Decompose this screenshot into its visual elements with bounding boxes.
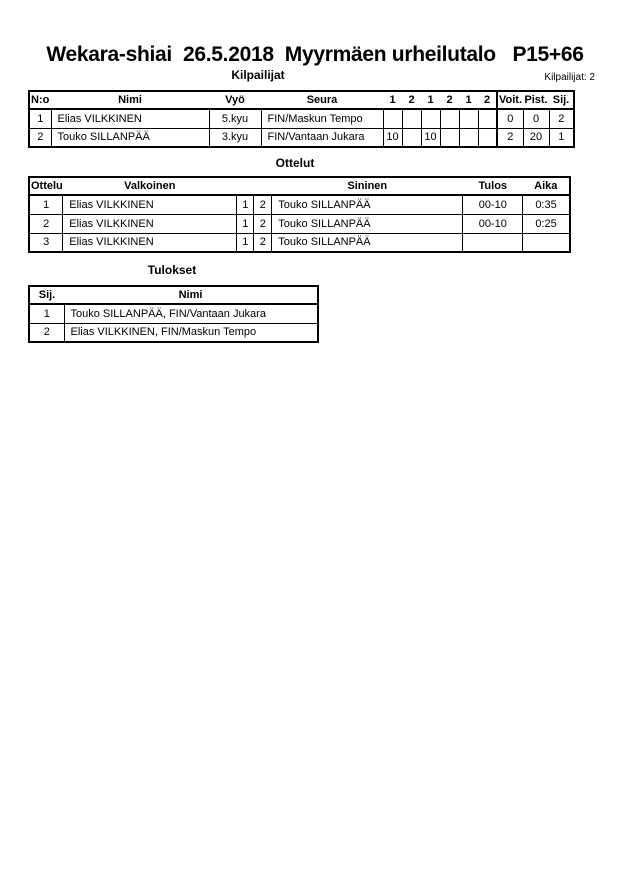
col-sij-header: Sij. (38, 289, 56, 301)
white-number-cell: 1 (237, 233, 254, 252)
match-number-cell: 3 (29, 233, 63, 252)
competitor-name-cell: Elias VILKKINEN (51, 109, 209, 128)
result-placement-cell: 1 (29, 304, 64, 323)
competitor-row (29, 128, 574, 147)
blue-number-cell: 2 (254, 195, 272, 214)
result-row (29, 323, 318, 342)
match-time-cell: 0:35 (523, 195, 570, 214)
blue-number-cell: 2 (254, 233, 272, 252)
col-vyo-header: Vyö (225, 94, 245, 106)
col-no-header: N:o (31, 94, 50, 106)
score-col-header: 2 (408, 94, 415, 106)
match-scores-header-spacer (254, 177, 272, 195)
score-col-header: 1 (389, 94, 396, 106)
score-col-header: 2 (446, 94, 453, 106)
white-number-cell: 1 (237, 214, 254, 233)
competitor-club-cell: FIN/Maskun Tempo (261, 109, 383, 128)
white-player-cell: Elias VILKKINEN (63, 214, 237, 233)
wins-cell: 0 (497, 109, 523, 128)
col-tulos-header: Tulos (478, 180, 508, 192)
score-col-header: 2 (483, 94, 491, 106)
col-voit-header: Voit. (497, 91, 523, 109)
matches-header-row (29, 177, 570, 195)
score-col-header: 1 (427, 94, 434, 106)
competitor-row (29, 109, 574, 128)
score-cell: 10 (383, 128, 402, 147)
col-sij-header: Sij. (552, 94, 570, 106)
section-title-tulokset: Tulokset (147, 263, 197, 277)
score-cell (402, 109, 421, 128)
col-seura-header: Seura (306, 94, 338, 106)
result-row (29, 304, 318, 323)
score-cell (402, 128, 421, 147)
match-time-cell (523, 233, 570, 252)
blue-player-cell: Touko SILLANPÄÄ (272, 214, 463, 233)
match-number-cell: 1 (29, 195, 63, 214)
match-number-cell: 2 (29, 214, 63, 233)
match-result-cell (463, 233, 523, 252)
competitor-club-cell: FIN/Vantaan Jukara (261, 128, 383, 147)
result-name-cell: Elias VILKKINEN, FIN/Maskun Tempo (64, 323, 318, 342)
white-number-cell: 1 (237, 195, 254, 214)
results-table (28, 285, 319, 343)
points-cell: 20 (523, 128, 549, 147)
wins-cell: 2 (497, 128, 523, 147)
match-scores-header-spacer (237, 177, 254, 195)
competitors-header-row (29, 91, 574, 109)
score-cell: 10 (421, 128, 440, 147)
score-cell (459, 109, 478, 128)
white-player-cell: Elias VILKKINEN (63, 195, 237, 214)
score-cell (440, 109, 459, 128)
competitor-belt-cell: 3.kyu (209, 128, 261, 147)
col-nimi-header: Nimi (118, 94, 142, 106)
col-nimi-header: Nimi (178, 289, 203, 301)
competitor-number-cell: 1 (29, 109, 51, 128)
result-name-cell: Touko SILLANPÄÄ, FIN/Vantaan Jukara (64, 304, 318, 323)
score-cell (478, 109, 497, 128)
col-pist-header: Pist. (524, 94, 548, 106)
competitor-belt-cell: 5.kyu (209, 109, 261, 128)
col-sininen-header: Sininen (347, 180, 388, 192)
section-title-kilpailijat: Kilpailijat (231, 68, 285, 82)
competitors-count: Kilpailijat: 2 (544, 72, 595, 83)
col-valkoinen-header: Valkoinen (124, 180, 176, 192)
match-row (29, 233, 570, 252)
score-cell (459, 128, 478, 147)
match-result-cell: 00-10 (463, 214, 523, 233)
results-header-row (29, 286, 318, 304)
white-player-cell: Elias VILKKINEN (63, 233, 237, 252)
col-ottelu-header: Ottelu (31, 180, 63, 192)
match-row (29, 195, 570, 214)
col-aika-header: Aika (534, 180, 558, 192)
score-cell (421, 109, 440, 128)
competitors-table (28, 90, 575, 148)
points-cell: 0 (523, 109, 549, 128)
blue-player-cell: Touko SILLANPÄÄ (272, 195, 463, 214)
section-title-ottelut: Ottelut (275, 156, 315, 170)
placement-cell: 1 (549, 128, 574, 147)
score-cell (440, 128, 459, 147)
matches-table (28, 176, 571, 253)
score-col-header: 1 (465, 94, 472, 106)
score-cell (383, 109, 402, 128)
blue-player-cell: Touko SILLANPÄÄ (272, 233, 463, 252)
score-cell (478, 128, 497, 147)
page-title: Wekara-shiai 26.5.2018 Myyrmäen urheilutalo P15+66 (46, 43, 584, 66)
match-row (29, 214, 570, 233)
match-time-cell: 0:25 (523, 214, 570, 233)
result-placement-cell: 2 (29, 323, 64, 342)
match-result-cell: 00-10 (463, 195, 523, 214)
blue-number-cell: 2 (254, 214, 272, 233)
placement-cell: 2 (549, 109, 574, 128)
competitor-number-cell: 2 (29, 128, 51, 147)
competitor-name-cell: Touko SILLANPÄÄ (51, 128, 209, 147)
